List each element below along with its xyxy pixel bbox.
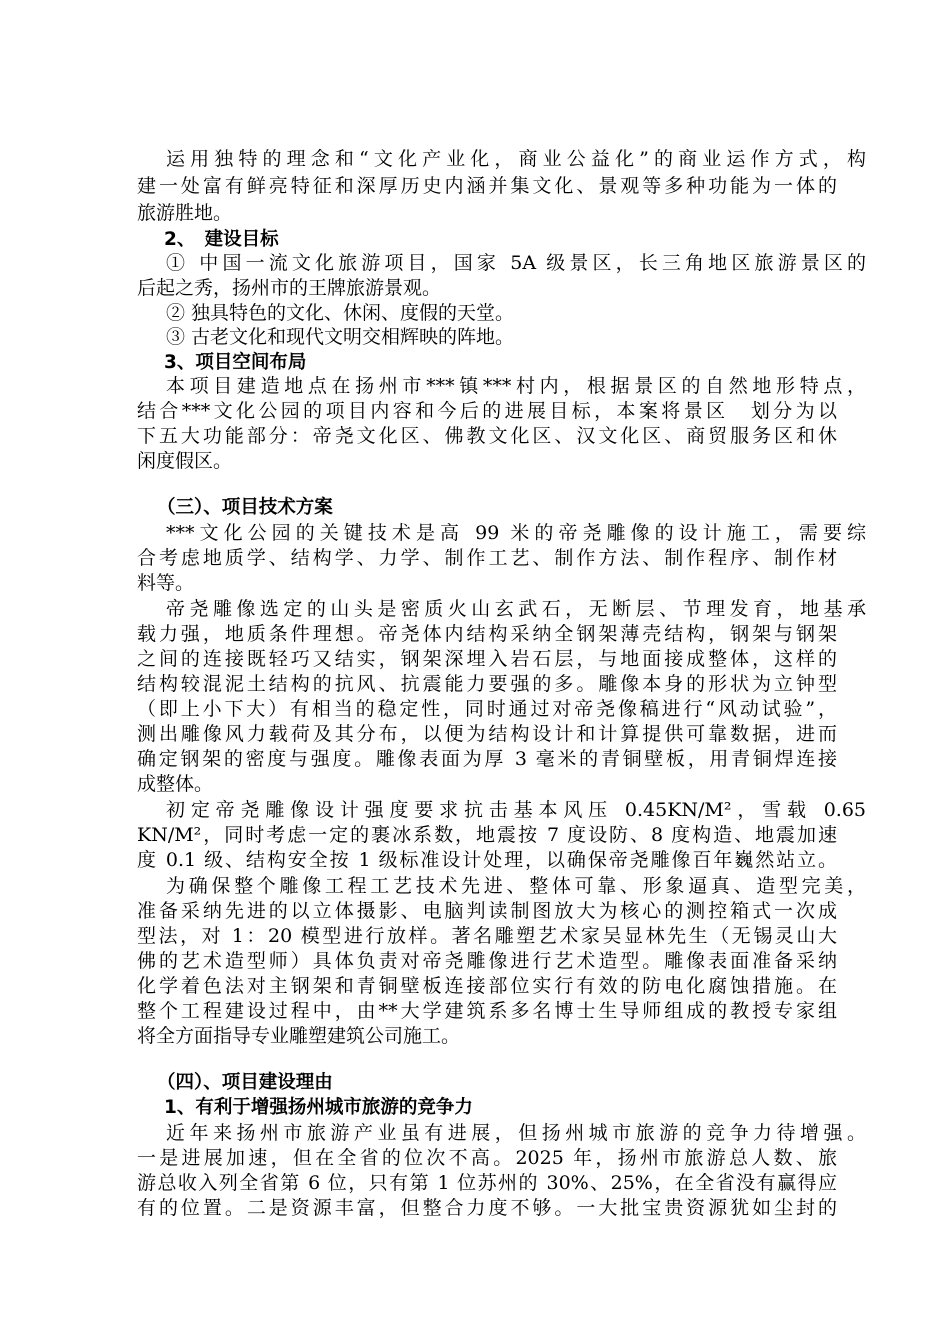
- body-text-line: ② 独具特色的文化、休闲、度假的天堂。: [166, 302, 515, 324]
- body-text-line: 一是进展加速，但在全省的位次不高。2025 年，扬州市旅游总人数、旅: [137, 1147, 837, 1169]
- body-text-line: KN/M²，同时考虑一定的裹冰系数，地震按 7 度设防、8 度构造、地震加速: [137, 824, 837, 846]
- body-text-line: 闲度假区。: [137, 450, 233, 472]
- body-text-line: 初定帝尧雕像设计强度要求抗击基本风压 0.45KN/M²，雪载 0.65: [166, 799, 866, 821]
- body-text-line: 游总收入列全省第 6 位，只有第 1 位苏州的 30%、25%，在全省没有赢得应: [137, 1172, 837, 1194]
- body-text-line: 结合***文化公园的项目内容和今后的进展目标，本案将景区 划分为以: [137, 400, 837, 422]
- body-text-line: ① 中国一流文化旅游项目，国家 5A 级景区，长三角地区旅游景区的: [166, 252, 866, 274]
- chapter-heading: （四）、项目建设理由: [157, 1072, 333, 1093]
- body-text-line: 整个工程建设过程中，由**大学建筑系多名博士生导师组成的教授专家组: [137, 1000, 837, 1022]
- body-text-line: 测出雕像风力载荷及其分布，以便为结构设计和计算提供可靠数据，进而: [137, 723, 837, 745]
- section-heading: 3、项目空间布局: [164, 352, 307, 373]
- body-text-line: 料等。: [137, 572, 195, 594]
- body-text-line: 结构较混泥土结构的抗风、抗震能力要强的多。雕像本身的形状为立钟型: [137, 673, 837, 695]
- body-text-line: 之间的连接既轻巧又结实，钢架深埋入岩石层，与地面接成整体，这样的: [137, 648, 837, 670]
- body-text-line: 旅游胜地。: [137, 202, 233, 224]
- body-text-line: 准备采纳先进的以立体摄影、电脑判读制图放大为核心的测控箱式一次成: [137, 900, 837, 922]
- chapter-heading: （三）、项目技术方案: [157, 497, 333, 518]
- body-text-line: 佛的艺术造型师）具体负责对帝尧雕像进行艺术造型。雕像表面准备采纳: [137, 950, 837, 972]
- body-text-line: （即上小下大）有相当的稳定性，同时通过对帝尧像稿进行“风动试验”，: [137, 698, 837, 720]
- body-text-line: 建一处富有鲜亮特征和深厚历史内涵并集文化、景观等多种功能为一体的: [137, 175, 837, 197]
- section-heading: 1、有利于增强扬州城市旅游的竞争力: [164, 1097, 473, 1118]
- body-text-line: 合考虑地质学、结构学、力学、制作工艺、制作方法、制作程序、制作材: [137, 547, 837, 569]
- body-text-line: 后起之秀，扬州市的王牌旅游景观。: [137, 277, 442, 299]
- body-text-line: 近年来扬州市旅游产业虽有进展，但扬州城市旅游的竞争力待增强。: [166, 1122, 866, 1144]
- body-text-line: 化学着色法对主钢架和青铜壁板连接部位实行有效的防电化腐蚀措施。在: [137, 975, 837, 997]
- body-text-line: 帝尧雕像选定的山头是密质火山玄武石，无断层、节理发育，地基承: [166, 598, 866, 620]
- body-text-line: 型法，对 1：20 模型进行放样。著名雕塑艺术家吴显林先生（无锡灵山大: [137, 925, 837, 947]
- body-text-line: 有的位置。二是资源丰富，但整合力度不够。一大批宝贵资源犹如尘封的: [137, 1197, 837, 1219]
- body-text-line: 度 0.1 级、结构安全按 1 级标准设计处理，以确保帝尧雕像百年巍然站立。: [137, 849, 837, 871]
- body-text-line: 载力强，地质条件理想。帝尧体内结构采纳全钢架薄壳结构，钢架与钢架: [137, 623, 837, 645]
- body-text-line: 为确保整个雕像工程工艺技术先进、整体可靠、形象逼真、造型完美，: [166, 875, 866, 897]
- body-text-line: 下五大功能部分：帝尧文化区、佛教文化区、汉文化区、商贸服务区和休: [137, 425, 837, 447]
- body-text-line: 本项目建造地点在扬州市***镇***村内，根据景区的自然地形特点，: [166, 375, 866, 397]
- body-text-line: 将全方面指导专业雕塑建筑公司施工。: [137, 1025, 461, 1047]
- body-text-line: 成整体。: [137, 773, 214, 795]
- section-heading: 2、 建设目标: [164, 229, 279, 250]
- body-text-line: 确定钢架的密度与强度。雕像表面为厚 3 毫米的青铜壁板，用青铜焊连接: [137, 748, 837, 770]
- body-text-line: ③ 古老文化和现代文明交相辉映的阵地。: [166, 326, 515, 348]
- body-text-line: 运用独特的理念和“文化产业化，商业公益化”的商业运作方式，构: [166, 148, 866, 170]
- body-text-line: ***文化公园的关键技术是高 99 米的帝尧雕像的设计施工，需要综: [166, 522, 866, 544]
